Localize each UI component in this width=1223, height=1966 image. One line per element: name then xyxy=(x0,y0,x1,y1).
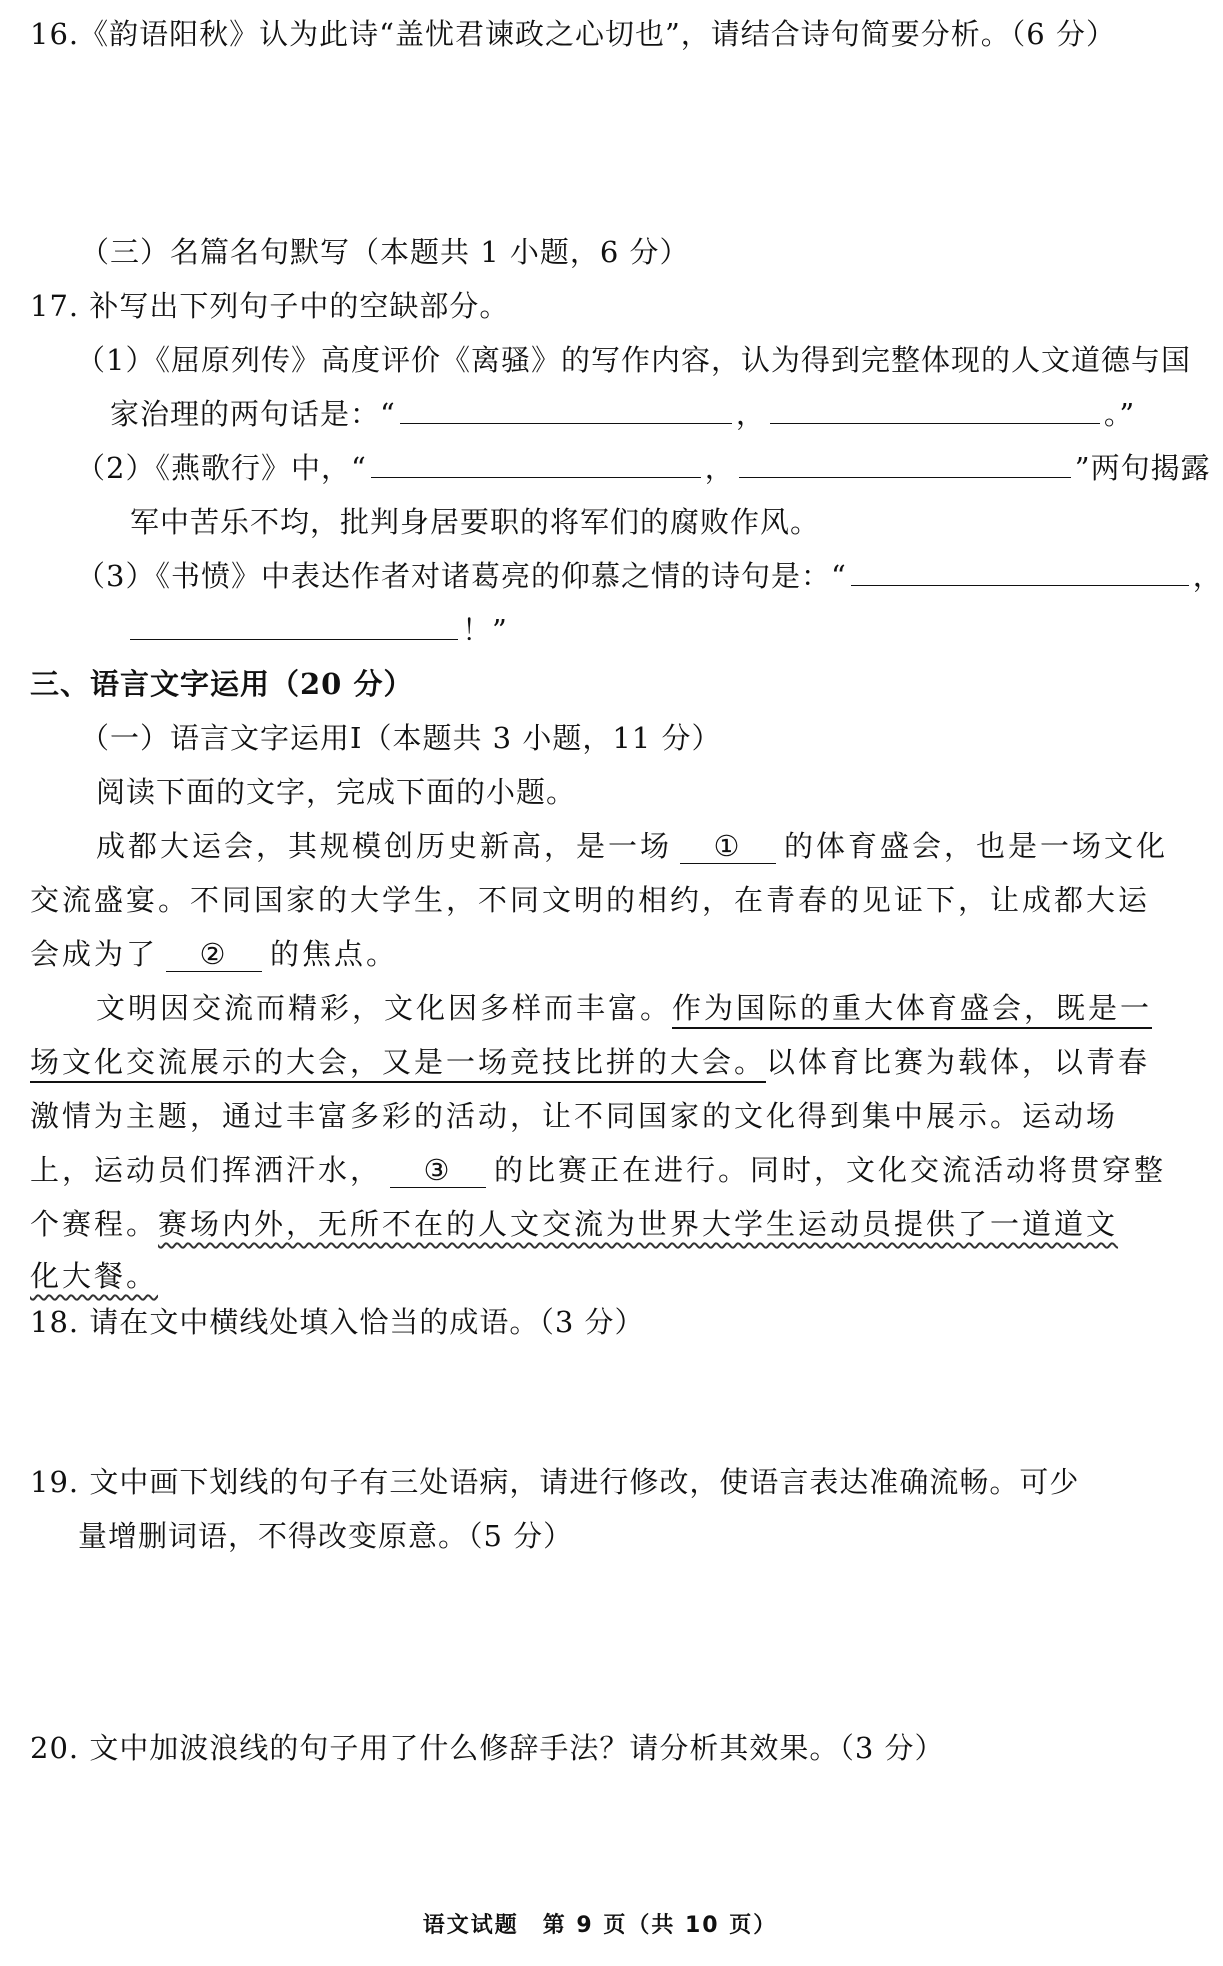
passage-p2-line2-text-b: 以体育比赛为载体，以青春 xyxy=(766,1045,1151,1079)
question-20 xyxy=(30,1728,945,1768)
part-3-heading xyxy=(30,664,413,704)
question-19-line-1 xyxy=(30,1462,1079,1502)
page-footer xyxy=(0,1908,1200,1939)
passage-p1-line-1 xyxy=(96,826,1168,866)
passage-p1-text-a: 成都大运会，其规模创历史新高，是一场 xyxy=(96,829,673,863)
answer-blank-17-1b[interactable] xyxy=(770,395,1100,424)
question-17-part-2-line-1 xyxy=(76,448,1211,488)
answer-blank-17-2a[interactable] xyxy=(371,449,701,478)
section-3-title: （三）名篇名句默写（本题共 1 小题，6 分） xyxy=(80,235,690,269)
part-3-sub-title: （一）语言文字运用Ⅰ（本题共 3 小题，11 分） xyxy=(80,721,722,755)
passage-p2-line-2 xyxy=(30,1042,1150,1082)
question-17-part-3-line-2 xyxy=(130,610,508,650)
passage-p2-line4-text-b: 的比赛正在进行。同时，文化交流活动将贯穿整 xyxy=(494,1153,1167,1187)
reading-instruction-text: 阅读下面的文字，完成下面的小题。 xyxy=(96,775,577,809)
passage-p2-line4-text-a: 上，运动员们挥洒汗水， xyxy=(30,1153,383,1187)
passage-blank-3[interactable]: ③ xyxy=(390,1153,486,1188)
q17-p2-suffix: ”两句揭露 xyxy=(1074,451,1211,485)
passage-p2-line1-text-a: 文明因交流而精彩，文化因多样而丰富。 xyxy=(96,991,673,1025)
section-3-heading xyxy=(80,232,690,272)
underlined-sentence-part-2: 场文化交流展示的大会，又是一场竞技比拼的大会。 xyxy=(30,1045,766,1083)
passage-p2-line-4 xyxy=(30,1150,1166,1190)
question-17-stem-text: 17. 补写出下列句子中的空缺部分。 xyxy=(30,289,510,323)
reading-instruction xyxy=(96,772,576,812)
wavy-sentence-part-2: 化大餐。 xyxy=(30,1259,159,1293)
question-17-stem xyxy=(30,286,509,326)
passage-p1-line-2 xyxy=(30,880,1150,920)
part-3-sub-heading xyxy=(80,718,721,758)
question-17-part-2-line-2 xyxy=(130,502,820,542)
q17-p2-mid: ， xyxy=(704,451,735,485)
question-17-part-1-line-1 xyxy=(76,340,1191,380)
question-17-part-3-line-1 xyxy=(76,556,1223,596)
q17-p3-line1-end: ， xyxy=(1192,559,1223,593)
passage-p1-line3-text-a: 会成为了 xyxy=(30,937,159,971)
answer-blank-17-3a[interactable] xyxy=(851,557,1189,586)
question-18-text: 18. 请在文中横线处填入恰当的成语。（3 分） xyxy=(30,1305,645,1339)
passage-p2-line5-text-a: 个赛程。 xyxy=(30,1207,159,1241)
question-19-line1-text: 19. 文中画下划线的句子有三处语病，请进行修改，使语言表达准确流畅。可少 xyxy=(30,1465,1080,1499)
passage-p2-line-1 xyxy=(96,988,1152,1028)
passage-p1-line-3 xyxy=(30,934,398,974)
question-19-line2-text: 量增删词语，不得改变原意。（5 分） xyxy=(78,1519,574,1553)
passage-p2-line-5 xyxy=(30,1204,1118,1244)
q17-p1-line2-end: 。” xyxy=(1103,397,1136,431)
answer-blank-17-2b[interactable] xyxy=(739,449,1071,478)
passage-p2-line-6 xyxy=(30,1256,158,1296)
passage-p1-text-b: 的体育盛会，也是一场文化 xyxy=(784,829,1169,863)
passage-blank-2[interactable]: ② xyxy=(166,937,262,972)
passage-p2-line3-text: 激情为主题，通过丰富多彩的活动，让不同国家的文化得到集中展示。运动场 xyxy=(30,1099,1119,1133)
passage-p1-line3-text-b: 的焦点。 xyxy=(270,937,399,971)
q17-p2-line2-text: 军中苦乐不均，批判身居要职的将军们的腐败作风。 xyxy=(130,505,821,539)
question-19-line-2 xyxy=(78,1516,573,1556)
question-16-text: 16.《韵语阳秋》认为此诗“盖忧君谏政之心切也”，请结合诗句简要分析。（6 分） xyxy=(30,17,1116,51)
q17-p3-line1-text: （3）《书愤》中表达作者对诸葛亮的仰慕之情的诗句是：“ xyxy=(76,559,847,593)
wavy-sentence-part-1: 赛场内外，无所不在的人文交流为世界大学生运动员提供了一道道文 xyxy=(158,1207,1119,1241)
q17-p1-line1-text: （1）《屈原列传》高度评价《离骚》的写作内容，认为得到完整体现的人文道德与国 xyxy=(76,343,1191,377)
part-3-title: 三、语言文字运用（20 分） xyxy=(30,667,414,701)
q17-p3-line2-end: ！” xyxy=(462,613,508,647)
question-16 xyxy=(30,14,1116,54)
question-20-text: 20. 文中加波浪线的句子用了什么修辞手法？请分析其效果。（3 分） xyxy=(30,1731,945,1765)
question-18 xyxy=(30,1302,645,1342)
q17-p1-line2-mid: ， xyxy=(735,397,766,431)
answer-blank-17-1a[interactable] xyxy=(400,395,732,424)
page-footer-text: 语文试题 第 9 页（共 10 页） xyxy=(422,1913,778,1938)
question-17-part-1-line-2 xyxy=(110,394,1135,434)
passage-blank-1[interactable]: ① xyxy=(680,829,776,864)
passage-p2-line-3 xyxy=(30,1096,1118,1136)
q17-p1-line2-prefix: 家治理的两句话是：“ xyxy=(110,397,396,431)
answer-blank-17-3b[interactable] xyxy=(130,611,458,640)
passage-p1-line2-text: 交流盛宴。不同国家的大学生，不同文明的相约，在青春的见证下，让成都大运 xyxy=(30,883,1151,917)
q17-p2-prefix: （2）《燕歌行》中，“ xyxy=(76,451,367,485)
underlined-sentence-part-1: 作为国际的重大体育盛会，既是一 xyxy=(672,991,1152,1029)
